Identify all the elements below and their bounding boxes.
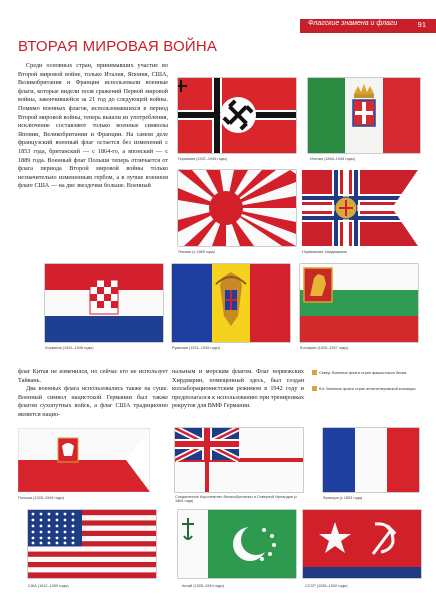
flag-germany	[178, 78, 296, 153]
caption-ussr: СССР (1935–1992 годы)	[305, 584, 348, 588]
caption-italy: Италия (1848–1945 годы)	[310, 157, 355, 161]
caption-poland: Польша (1928–1945 годы)	[18, 496, 65, 500]
text-block-left	[18, 368, 168, 420]
flag-poland	[18, 428, 150, 492]
intro-paragraph: Среди основных стран, принимавших участие во Второй мировой войне, только Италия, Япония, США, Великобритания и Франция использовали военные флаги, которые видели поля сражений Первой мировой войны, закончившейся за 21 год до следующей войны. Помимо военных флагов, использовавшихся в период Второй мировой войны, теперь вышли из употребления, исключение составляют только военные символы Японии, Великобритании и Франции. На самом деле французский военный флаг остается без изменений с 1853 года, британский — с 1864-го, а японский — с 1889 года. Военный флаг Польши теперь отличается от флага периода Второй мировой войны только незначительно измененным гербом, а в лучше военном флаге США — на две звездочки больше. Военный	[18, 62, 168, 190]
flag-japan	[178, 170, 296, 246]
page-number: 91	[417, 20, 426, 29]
caption-japan: Япония (с 1889 года)	[178, 250, 215, 254]
section-header	[300, 19, 436, 33]
text-paragraph-2: флаг Китая не изменился, но сейчас его не использует Тайвань.	[18, 368, 168, 384]
flag-uk	[175, 428, 303, 492]
caption-germany: Германия (1937–1945 годы)	[178, 157, 227, 161]
flag-croatia	[45, 264, 163, 342]
caption-croatia: Хорватия (1941–1945 годы)	[45, 346, 94, 350]
caption-norway: Норвежские Хирдмарины	[302, 250, 348, 254]
caption-china: Китай (1928–1949 годы)	[182, 584, 225, 588]
page-title: ВТОРАЯ МИРОВАЯ ВОЙНА	[18, 38, 218, 55]
legend-item-allies	[312, 386, 418, 392]
legend-item-axis	[312, 370, 418, 376]
flag-usa	[28, 510, 156, 578]
text-block-right	[172, 368, 304, 411]
flag-france	[323, 428, 419, 492]
legend-axis-label: Север: Военные флаги стран фашистского блока	[319, 371, 407, 375]
flag-bulgaria	[300, 264, 418, 342]
caption-bulgaria: Болгария (1926–1947 годы)	[300, 346, 349, 350]
intro-text	[18, 62, 168, 191]
flag-ussr	[303, 510, 421, 578]
text-paragraph-3: Два военных флага использовались также на суше. Военный символ нацистской Германии был также флагом сухопутных войск, а флаг США традиционно является нацио-	[18, 385, 168, 418]
text-paragraph-4: нальным и морским флагом. Флаг норвежских Хирдмарин, помещенный здесь, был создан коллаборационистским режимом в 1942 году и предполагался к использованию при тренировках рекрутов для ВМФ Германии.	[172, 368, 304, 410]
caption-romania: Румыния (1921–1945 годы)	[172, 346, 220, 350]
flag-romania	[172, 264, 290, 342]
section-title: Флагские знамена и флаги	[308, 20, 398, 27]
caption-usa: США (1912–1959 годы)	[28, 584, 69, 588]
caption-uk: Соединенное Королевство Великобритании и Северной Ирландии (с 1864 года)	[175, 495, 298, 503]
caption-france: Франция (с 1853 года)	[323, 496, 363, 500]
flag-italy	[308, 78, 420, 153]
flag-china	[178, 510, 296, 578]
legend	[312, 370, 418, 392]
legend-allies-label: Юг: Военные флаги стран антигитлеровской коалиции	[319, 387, 416, 391]
flag-norway-hirdmarine	[302, 170, 418, 246]
